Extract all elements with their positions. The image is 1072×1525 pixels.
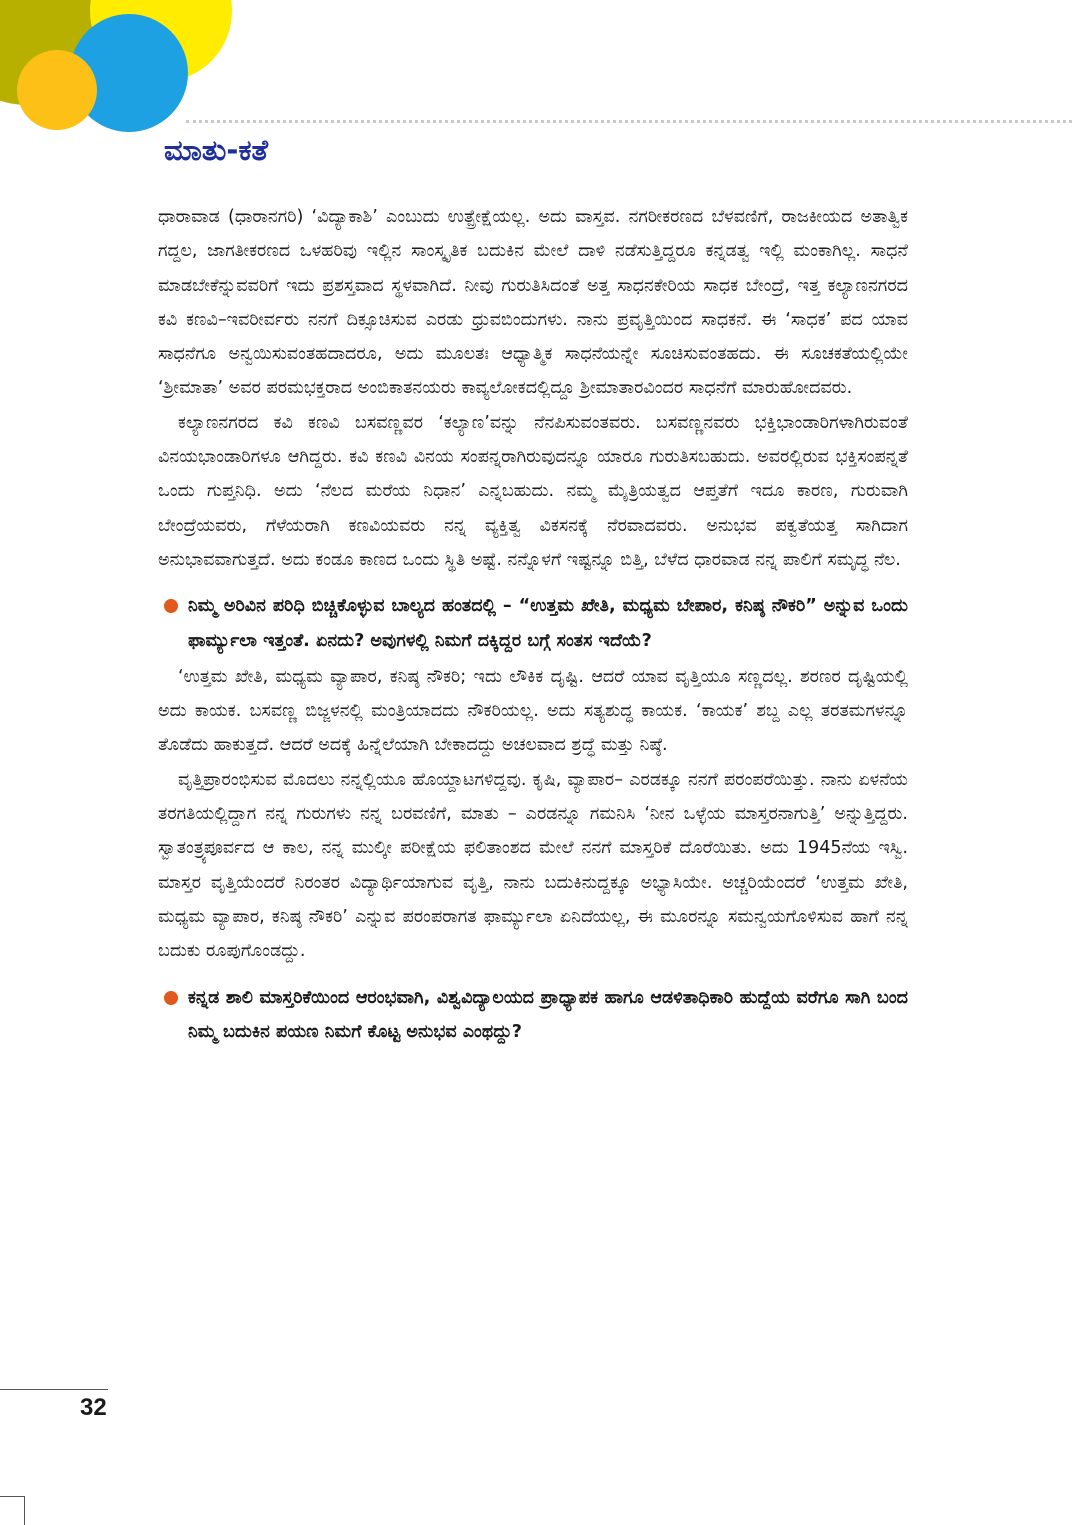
- answer-1-paragraph-1: ‘ಉತ್ತಮ ಖೇತಿ, ಮಧ್ಯಮ ವ್ಯಾಪಾರ, ಕನಿಷ್ಠ ನೌಕರಿ; ಇದು ಲೌಕಿಕ ದೃಷ್ಟಿ. ಆದರೆ ಯಾವ ವೃತ್ತಿಯೂ ಸಣ್ಣದಲ್ಲ. ಶರಣರ ದೃಷ್ಟಿಯಲ್ಲಿ ಅದು ಕಾಯಕ. ಬಸವಣ್ಣ ಬಿಜ್ಜಳನಲ್ಲಿ ಮಂತ್ರಿಯಾದದು ನೌಕರಿಯಲ್ಲ. ಅದು ಸತ್ಯಶುದ್ಧ ಕಾಯಕ. ‘ಕಾಯಕ’ ಶಬ್ದ ಎಲ್ಲ ತರತಮಗಳನ್ನೂ ತೊಡೆದು ಹಾಕುತ್ತದೆ. ಆದರೆ ಅದಕ್ಕೆ ಹಿನ್ನೆಲೆಯಾಗಿ ಬೇಕಾದದ್ದು ಅಚಲವಾದ ಶ್ರದ್ಧೆ ಮತ್ತು ನಿಷ್ಠೆ.: [158, 666, 908, 756]
- question-1-text: ನಿಮ್ಮ ಅರಿವಿನ ಪರಿಧಿ ಬಿಚ್ಚಿಕೊಳ್ಳುವ ಬಾಲ್ಯದ ಹಂತದಲ್ಲಿ – “ಉತ್ತಮ ಖೇತಿ, ಮಧ್ಯಮ ಬೇಪಾರ, ಕನಿಷ್ಠ ನೌಕರಿ” ಅನ್ನುವ ಒಂದು ಫಾರ್ಮ್ಯುಲಾ ಇತ್ತಂತೆ. ಏನದು? ಅವುಗಳಲ್ಲಿ ನಿಮಗೆ ದಕ್ಕಿದ್ದರ ಬಗ್ಗೆ ಸಂತಸ ಇದೆಯೆ?: [188, 596, 908, 651]
- decorative-circle-orange: [17, 50, 97, 130]
- intro-paragraph-2: ಕಲ್ಯಾಣನಗರದ ಕವಿ ಕಣವಿ ಬಸವಣ್ಣವರ ‘ಕಲ್ಯಾಣ’ವನ್ನು ನೆನಪಿಸುವಂತವರು. ಬಸವಣ್ಣನವರು ಭಕ್ತಿಭಾಂಡಾರಿಗಳಾಗಿರುವಂತೆ ವಿನಯಭಾಂಡಾರಿಗಳೂ ಆಗಿದ್ದರು. ಕವಿ ಕಣವಿ ವಿನಯ ಸಂಪನ್ನರಾಗಿರುವುದನ್ನೂ ಯಾರೂ ಗುರುತಿಸಬಹುದು. ಅವರಲ್ಲಿರುವ ಭಕ್ತಿಸಂಪನ್ನತೆ ಒಂದು ಗುಪ್ತನಿಧಿ. ಅದು ‘ನೆಲದ ಮರೆಯ ನಿಧಾನ’ ಎನ್ನಬಹುದು. ನಮ್ಮ ಮೈತ್ರಿಯತ್ವದ ಆಪ್ತತೆಗೆ ಇದೂ ಕಾರಣ, ಗುರುವಾಗಿ ಬೇಂದ್ರೆಯವರು, ಗೆಳೆಯರಾಗಿ ಕಣವಿಯವರು ನನ್ನ ವ್ಯಕ್ತಿತ್ವ ವಿಕಸನಕ್ಕೆ ನೆರವಾದವರು. ಅನುಭವ ಪಕ್ವತೆಯತ್ತ ಸಾಗಿದಾಗ ಅನುಭಾವವಾಗುತ್ತದೆ. ಅದು ಕಂಡೂ ಕಾಣದ ಒಂದು ಸ್ಥಿತಿ ಅಷ್ಟೆ. ನನ್ನೊಳಗೆ ಇಷ್ಟನ್ನೂ ಬಿತ್ತಿ, ಬೆಳೆದ ಧಾರವಾಡ ನನ್ನ ಪಾಲಿಗೆ ಸಮೃದ್ಧ ನೆಲ.: [158, 412, 908, 570]
- section-title: ಮಾತು-ಕತೆ: [164, 133, 269, 167]
- crop-mark: [0, 1496, 24, 1497]
- question-2: [158, 981, 908, 1050]
- answer-1-paragraph-2: ವೃತ್ತಿಪ್ರಾರಂಭಿಸುವ ಮೊದಲು ನನ್ನಲ್ಲಿಯೂ ಹೊಯ್ದಾಟಗಳಿದ್ದವು. ಕೃಷಿ, ವ್ಯಾಪಾರ– ಎರಡಕ್ಕೂ ನನಗೆ ಪರಂಪರೆಯಿತ್ತು. ನಾನು ಏಳನೆಯ ತರಗತಿಯಲ್ಲಿದ್ದಾಗ ನನ್ನ ಗುರುಗಳು ನನ್ನ ಬರವಣಿಗೆ, ಮಾತು – ಎರಡನ್ನೂ ಗಮನಿಸಿ ‘ನೀನ ಒಳ್ಳೆಯ ಮಾಸ್ತರನಾಗುತ್ತಿ’ ಅನ್ನುತ್ತಿದ್ದರು. ಸ್ವಾತಂತ್ರ್ಯಪೂರ್ವದ ಆ ಕಾಲ, ನನ್ನ ಮುಲ್ಕೀ ಪರೀಕ್ಷೆಯ ಫಲಿತಾಂಶದ ಮೇಲೆ ನನಗೆ ಮಾಸ್ತರಿಕೆ ದೊರೆಯಿತು. ಅದು 1945ನೆಯ ಇಸ್ವಿ. ಮಾಸ್ತರ ವೃತ್ತಿಯೆಂದರೆ ನಿರಂತರ ವಿದ್ಯಾರ್ಥಿಯಾಗುವ ವೃತ್ತಿ, ನಾನು ಬದುಕಿನುದ್ದಕ್ಕೂ ಅಭ್ಯಾಸಿಯೇ. ಅಚ್ಚರಿಯೆಂದರೆ ‘ಉತ್ತಮ ಖೇತಿ, ಮಧ್ಯಮ ವ್ಯಾಪಾರ, ಕನಿಷ್ಠ ನೌಕರಿ’ ಎನ್ನುವ ಪರಂಪರಾಗತ ಫಾರ್ಮ್ಯುಲಾ ಏನಿದೆಯಲ್ಲ, ಈ ಮೂರನ್ನೂ ಸಮನ್ವಯಗೊಳಿಸುವ ಹಾಗೆ ನನ್ನ ಬದುಕು ರೂಪುಗೊಂಡದ್ದು.: [158, 769, 908, 962]
- header-dotted-rule: [186, 120, 1072, 123]
- article-body: [158, 200, 908, 1051]
- page-number: 32: [80, 1394, 107, 1421]
- crop-mark: [24, 1496, 25, 1525]
- bullet-dot-icon: [164, 991, 178, 1005]
- question-1: [158, 589, 908, 658]
- intro-paragraph-1: ಧಾರಾವಾಡ (ಧಾರಾನಗರಿ) ‘ವಿದ್ಯಾಕಾಶಿ’ ಎಂಬುದು ಉತ್ಪ್ರೇಕ್ಷೆಯಲ್ಲ. ಅದು ವಾಸ್ತವ. ನಗರೀಕರಣದ ಬೆಳವಣಿಗೆ, ರಾಜಕೀಯದ ಅತಾತ್ವಿಕ ಗದ್ದಲ, ಜಾಗತೀಕರಣದ ಒಳಹರಿವು ಇಲ್ಲಿನ ಸಾಂಸ್ಕೃತಿಕ ಬದುಕಿನ ಮೇಲೆ ದಾಳಿ ನಡೆಸುತ್ತಿದ್ದರೂ ಕನ್ನಡತ್ವ ಇಲ್ಲಿ ಮಂಕಾಗಿಲ್ಲ. ಸಾಧನೆ ಮಾಡಬೇಕೆನ್ನುವವರಿಗೆ ಇದು ಪ್ರಶಸ್ತವಾದ ಸ್ಥಳವಾಗಿದೆ. ನೀವು ಗುರುತಿಸಿದಂತೆ ಅತ್ತ ಸಾಧನಕೇರಿಯ ಸಾಧಕ ಬೇಂದ್ರೆ, ಇತ್ತ ಕಲ್ಯಾಣನಗರದ ಕವಿ ಕಣವಿ–ಇವರೀರ್ವರು ನನಗೆ ದಿಕ್ಸೂಚಿಸುವ ಎರಡು ಧ್ರುವಬಿಂದುಗಳು. ನಾನು ಪ್ರವೃತ್ತಿಯಿಂದ ಸಾಧಕನೆ. ಈ ‘ಸಾಧಕ’ ಪದ ಯಾವ ಸಾಧನೆಗೂ ಅನ್ವಯಿಸುವಂತಹದಾದರೂ, ಅದು ಮೂಲತಃ ಆಧ್ಯಾತ್ಮಿಕ ಸಾಧನೆಯನ್ನೇ ಸೂಚಿಸುವಂತಹದು. ಈ ಸೂಚಕತೆಯಲ್ಲಿಯೇ ‘ಶ್ರೀಮಾತಾ’ ಅವರ ಪರಮಭಕ್ತರಾದ ಅಂಬಿಕಾತನಯರು ಕಾವ್ಯಲೋಕದಲ್ಲಿದ್ದೂ ಶ್ರೀಮಾತಾರವಿಂದರ ಸಾಧನೆಗೆ ಮಾರುಹೋದವರು.: [158, 207, 908, 399]
- bullet-dot-icon: [164, 599, 178, 613]
- question-2-text: ಕನ್ನಡ ಶಾಲಿ ಮಾಸ್ತರಿಕೆಯಿಂದ ಆರಂಭವಾಗಿ, ವಿಶ್ವವಿದ್ಯಾಲಯದ ಪ್ರಾಧ್ಯಾಪಕ ಹಾಗೂ ಆಡಳಿತಾಧಿಕಾರಿ ಹುದ್ದೆಯ ವರೆಗೂ ಸಾಗಿ ಬಂದ ನಿಮ್ಮ ಬದುಕಿನ ಪಯಣ ನಿಮಗೆ ಕೊಟ್ಟ ಅನುಭವ ಎಂಥದ್ದು?: [188, 987, 908, 1042]
- footer-rule: [0, 1389, 108, 1390]
